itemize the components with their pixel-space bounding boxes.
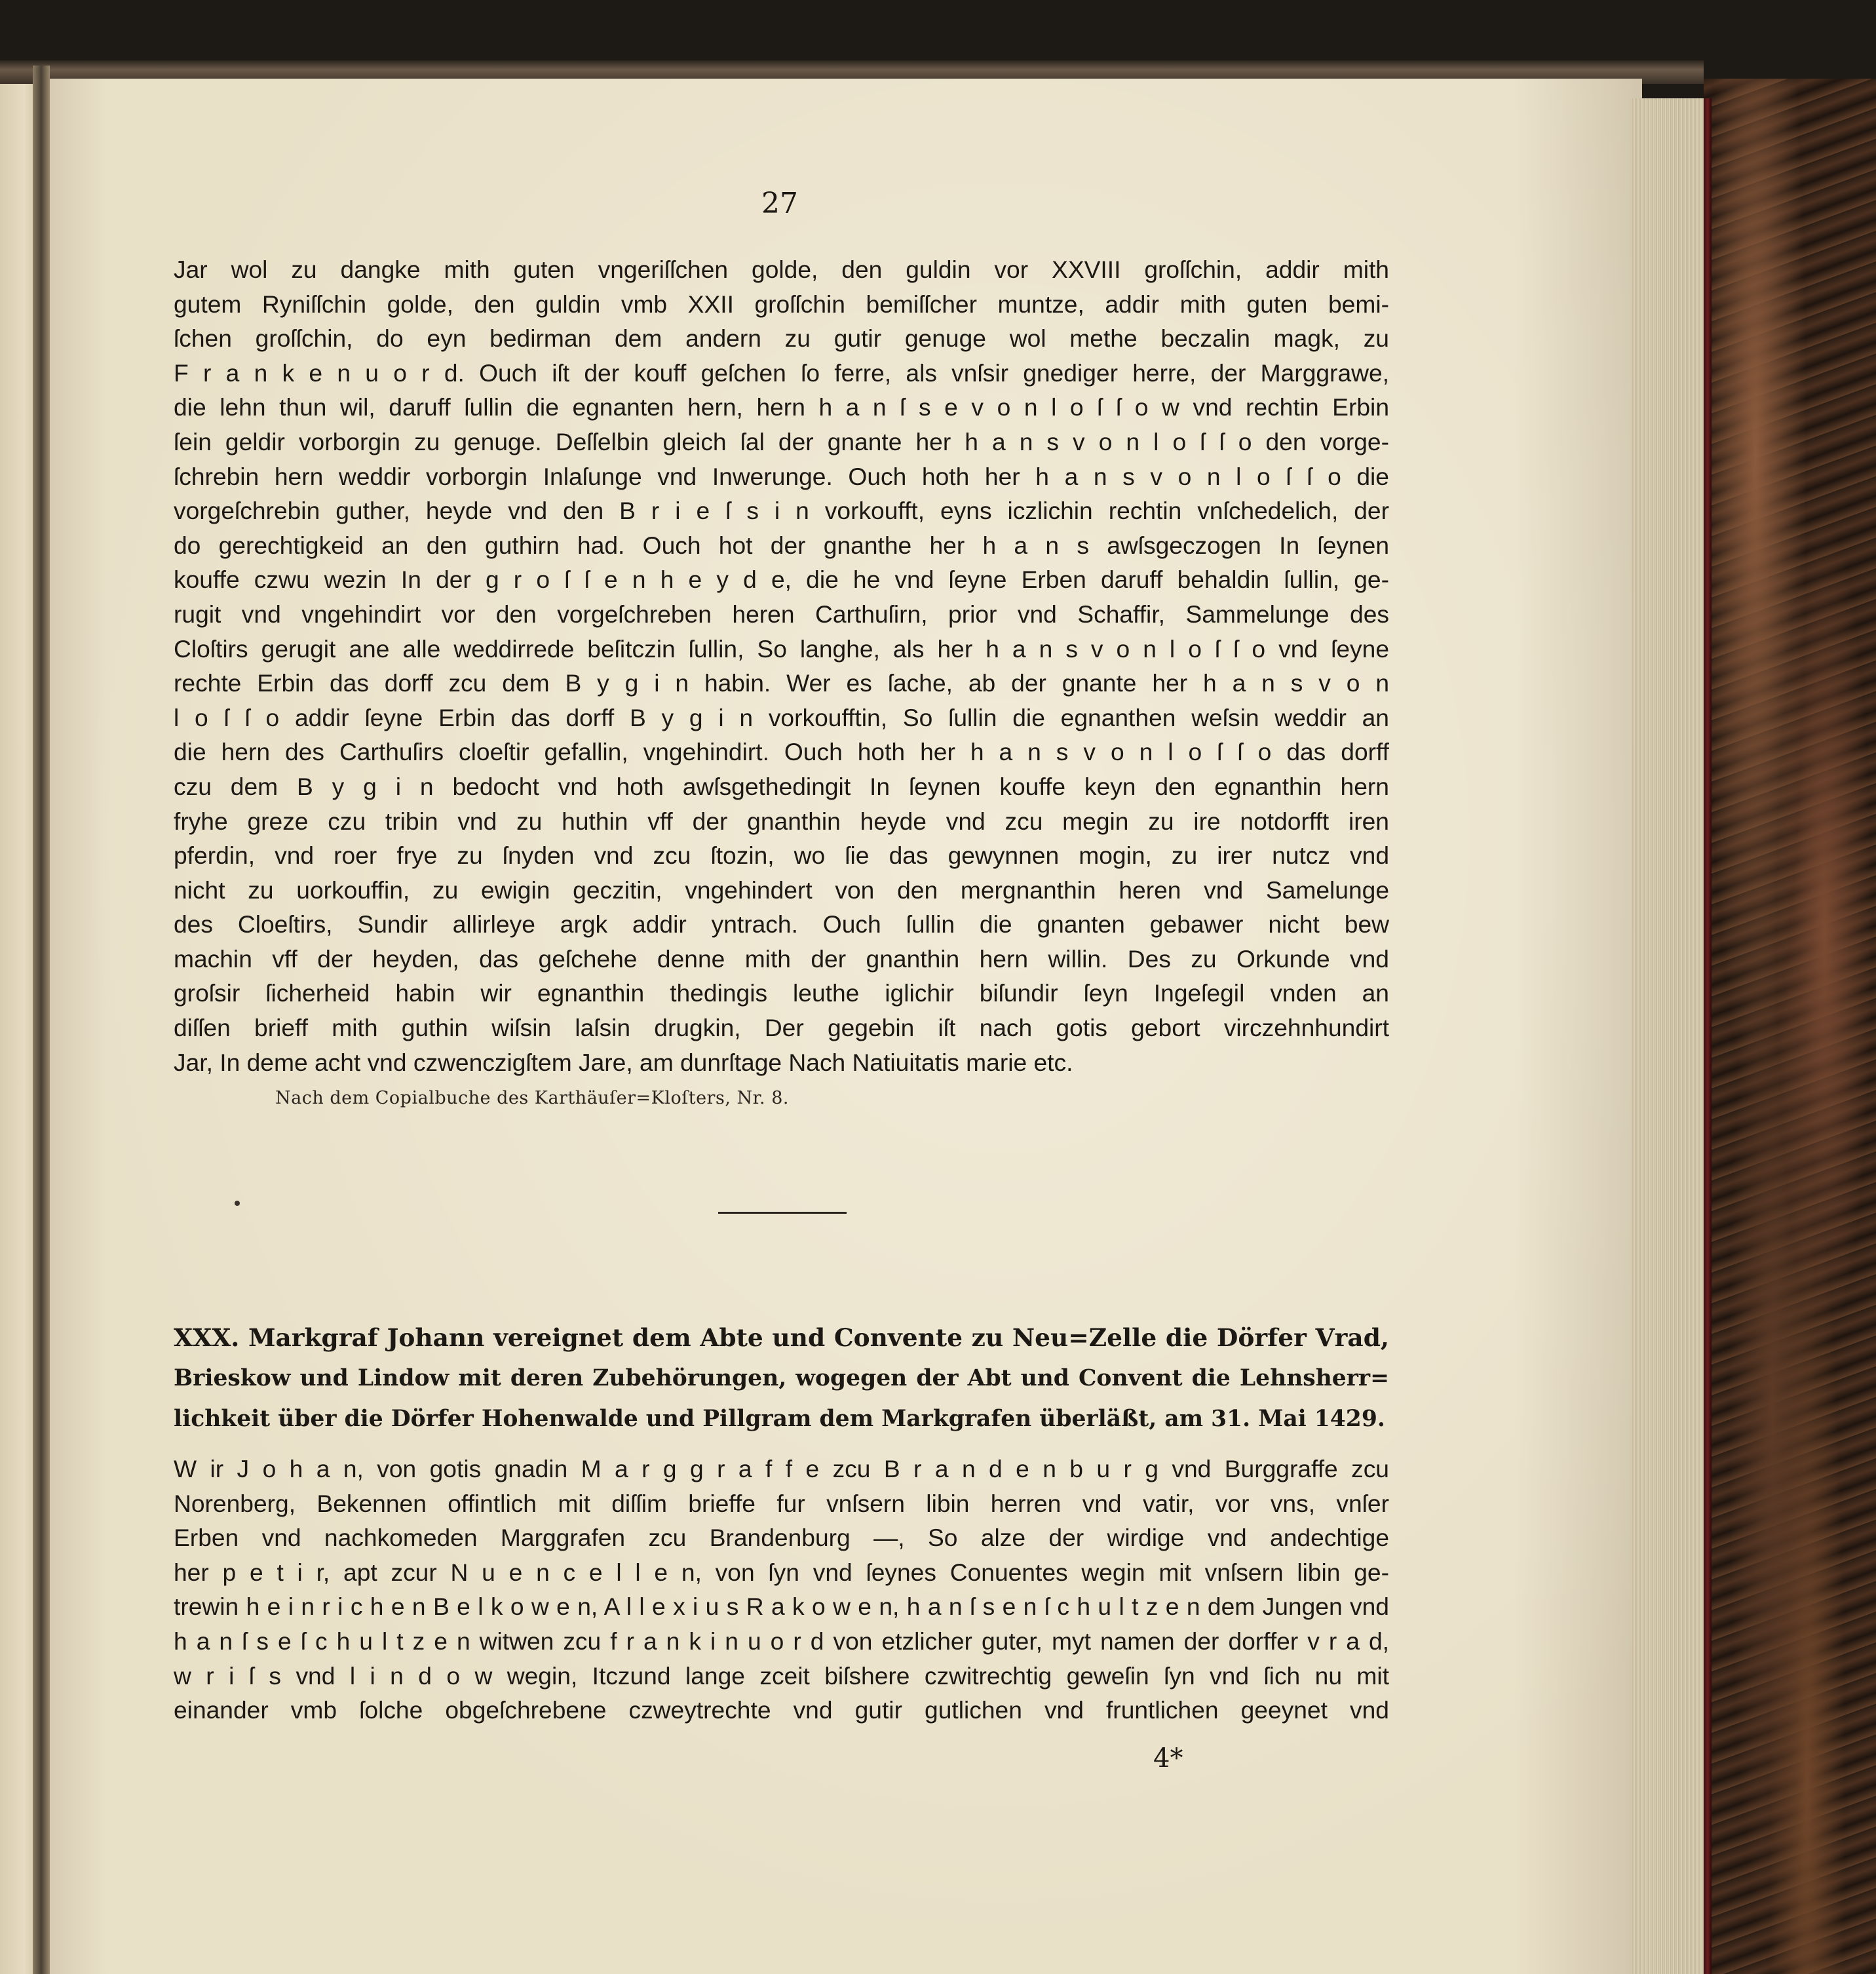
text-line: nicht zu uorkouffin, zu ewigin geczitin, vngehindert von den mergnanthin heren vnd Samelunge [174, 876, 1389, 904]
ink-speck [235, 1201, 240, 1206]
text-line: Norenberg, Bekennen offintlich mit diſſim brieffe fur vnſsern libin herren vnd vatir, vor vns, vnſer [174, 1489, 1389, 1517]
text-line: ſchen groſſchin, do eyn bedirman dem andern zu gutir genuge wol methe beczalin magk, zu [174, 324, 1389, 353]
text-line: Jar, In deme acht vnd czwenczigſtem Jare, am dunrſtage Nach Natiuitatis marie etc. [174, 1048, 1073, 1076]
text-line: Cloſtirs gerugit ane alle weddirrede beſitczin ſullin, So langhe, als her h a n s v o n l o ſ ſ o vnd ſeyne [174, 634, 1389, 663]
text-line: w r i ſ s vnd l i n d o w wegin, Itczund lange zceit biſshere czwitrechtig geweſin ſyn vnd ſich nu mit [174, 1661, 1389, 1690]
text-line: F r a n k e n u o r d. Ouch iſt der kouff geſchen ſo ferre, als vnſsir gnediger herre, der Marggrawe, [174, 358, 1389, 387]
text-line: pferdin, vnd roer frye zu ſnyden vnd zcu ſtozin, wo ſie das gewynnen mogin, zu irer nutcz vnd [174, 842, 1389, 870]
text-line: groſsir ſicherheid habin wir egnanthin thedingis leuthe iglichir biſundir ſeyn Ingeſegil vnden an [174, 979, 1389, 1007]
section-heading [174, 1317, 1389, 1439]
text-line: Jar wol zu dangke mith guten vngeriſſchen golde, den guldin vor XXVIII groſſchin, addir mith [174, 256, 1389, 283]
heading-line: Brieskow und Lindow mit deren Zubehörungen, wogegen der Abt und Convent die Lehnsherr= [174, 1365, 1389, 1391]
text-line: kouffe czwu wezin In der g r o ſ ſ e n h e y d e, die he vnd ſeyne Erben daruff behaldin ſullin, ge- [174, 566, 1389, 594]
text-line: ſein geldir vorborgin zu genuge. Deſſelbin gleich ſal der gnante her h a n s v o n l o ſ ſ o den vorge- [174, 427, 1389, 455]
text-line: Erben vnd nachkomeden Marggrafen zcu Brandenburg —, So alze der wirdige vnd andechtige [174, 1524, 1389, 1552]
heading-line: lichkeit über die Dörfer Hohenwalde und Pillgram dem Markgrafen überläßt, am 31. Mai 1429. [174, 1406, 1385, 1432]
text-line: des Cloeſtirs, Sundir allirleye argk addir yntrach. Ouch ſullin die gnanten gebawer nicht bew [174, 910, 1389, 939]
heading-line: XXX. Markgraf Johann vereignet dem Abte und Convente zu Neu=Zelle die Dörfer Vrad, [174, 1323, 1389, 1352]
cover-spine-edge [1704, 98, 1712, 1974]
section-divider [718, 1212, 847, 1214]
text-line: vorgeſchrebin guther, heyde vnd den B r i e ſ s i n vorkoufft, eyns iczlichin rechtin vnſchedelich, der [174, 497, 1389, 525]
source-note: Nach dem Copialbuche des Karthäuſer=Kloſters, Nr. 8. [275, 1088, 789, 1108]
text-line: machin vff der heyden, das geſchehe denne mith der gnanthin hern willin. Des zu Orkunde vnd [174, 944, 1389, 973]
book-gutter [33, 66, 50, 1974]
text-line: rugit vnd vngehindirt vor den vorgeſchreben heren Carthuſirn, prior vnd Schaffir, Sammelunge des [174, 600, 1389, 628]
page-block-edge [1632, 98, 1710, 1974]
text-line: gutem Ryniſſchin golde, den guldin vmb XXII groſſchin bemiſſcher muntze, addir mith guten bemi- [174, 290, 1389, 318]
charter-text-xxx [174, 1452, 1389, 1728]
charter-text-continued [174, 252, 1389, 1079]
text-line: die hern des Carthuſirs cloeſtir gefallin, vngehindirt. Ouch hoth her h a n s v o n l o ſ ſ o das dorff [174, 738, 1389, 766]
text-line: die lehn thun wil, daruff ſullin die egnanten hern, hern h a n ſ s e v o n l o ſ ſ o w vnd rechtin Erbin [174, 393, 1389, 421]
marbled-cover [1704, 79, 1876, 1974]
page-number: 27 [761, 187, 798, 220]
text-line: h a n ſ s e ſ c h u l t z e n witwen zcu f r a n k i n u o r d von etzlicher guter, myt namen der dorffer v r a d, [174, 1627, 1389, 1655]
text-line: diſſen brieff mith guthin wiſsin laſsin drugkin, Der gegebin iſt nach gotis gebort virczehnhundirt [174, 1014, 1389, 1042]
text-line: her p e t i r, apt zcur N u e n c e l l e n, von ſyn vnd ſeynes Conuentes wegin mit vnſsern libin ge- [174, 1558, 1389, 1586]
text-line: einander vmb ſolche obgeſchrebene czweytrechte vnd gutir gutlichen vnd fruntlichen geeynet vnd [174, 1696, 1389, 1724]
text-line: czu dem B y g i n bedocht vnd hoth awſsgethedingit In ſeynen kouffe keyn den egnanthin hern [174, 772, 1389, 800]
text-line: W ir J o h a n, von gotis gnadin M a r g g r a f f e zcu B r a n d e n b u r g vnd Burggraffe zcu [174, 1455, 1389, 1482]
text-line: rechte Erbin das dorff zcu dem B y g i n habin. Wer es ſache, ab der gnante her h a n s v o n [174, 669, 1389, 697]
text-line: trewin h e i n r i c h e n B e l k o w e n, A l l e x i u s R a k o w e n, h a n ſ s e n ſ c h u l t z e n dem Jungen vnd [174, 1593, 1389, 1621]
text-line: l o ſ ſ o addir ſeyne Erbin das dorff B y g i n vorkoufftin, So ſullin die egnanthen weſsin weddir an [174, 703, 1389, 731]
text-line: ſchrebin hern weddir vorborgin Inlaſunge vnd Inwerunge. Ouch hoth her h a n s v o n l o ſ ſ o die [174, 462, 1389, 490]
text-line: do gerechtigkeid an den guthirn had. Ouch hot der gnanthe her h a n s awſsgeczogen In ſeynen [174, 531, 1389, 559]
signature-mark: 4* [1153, 1743, 1183, 1773]
text-line: fryhe greze czu tribin vnd zu huthin vff der gnanthin heyde vnd zcu megin zu ire notdorfft iren [174, 807, 1389, 835]
